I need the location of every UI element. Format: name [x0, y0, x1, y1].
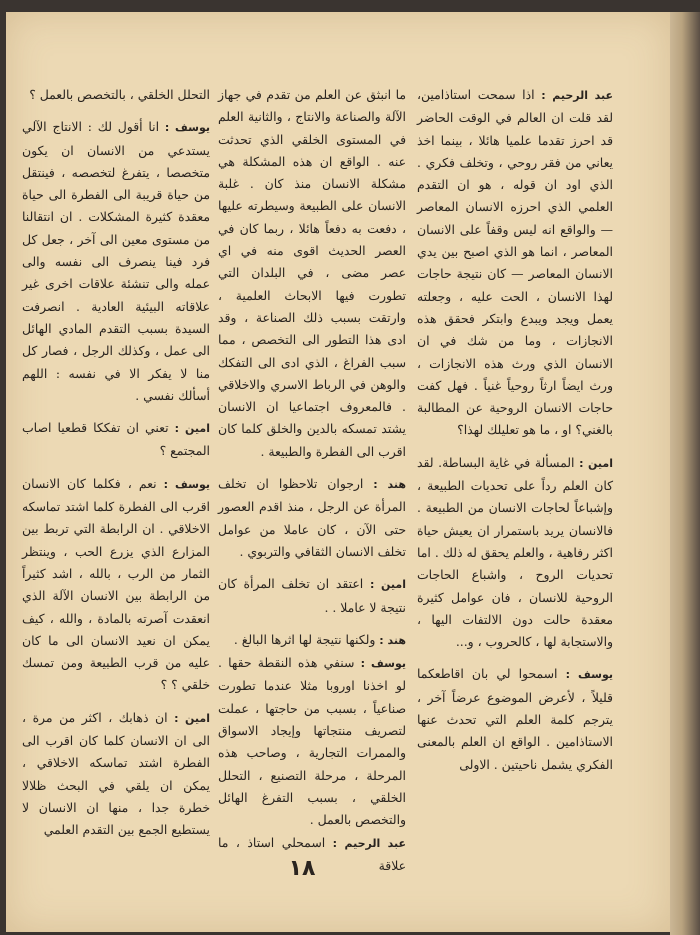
paragraph-text: ما انبثق عن العلم من تقدم في جهاز الآلة والصناعة والانتاج ، والثانية العلم في المستوى الخلقي الذي تحدثت عنه . الواقع ان هذه المشكلة هي مشكلة الانسان منذ كان . غلبة الانسان على الطبيعة وسيطرته عليها ، دفعت به دفعاً هائلا ، ربما كان في العصر الحديث اقوى منه في اي عصر مضى ، في البلدان التي تطورت فيها الابحاث العلمية ، وارتقت بسبب ذلك الصناعة ، وقد ادى هذا التطور الى التخصص ، مما سبب الفراغ ، الذي ادى الى التفكك والوهن في الرباط الاسري والاخلاقي . فالمعروف اجتماعيا ان الانسان يشتد تمسكه بالدين والخلق كلما كان اقرب الى الفطرة والطبيعة . — [218, 87, 406, 459]
speaker-label: يوسف : — [360, 657, 406, 671]
paragraph — [22, 116, 210, 407]
speaker-label: يوسف : — [565, 668, 613, 682]
speaker-label: عبد الرحيم : — [541, 89, 613, 102]
paragraph — [218, 652, 406, 831]
paragraph — [417, 663, 613, 775]
paragraph-text: ولكنها نتيجة لها اثرها البالغ . — [233, 631, 376, 647]
paragraph — [218, 473, 406, 563]
page-number: ١٨ — [288, 856, 316, 881]
paragraph — [22, 84, 210, 106]
paragraph — [218, 573, 406, 619]
paragraph — [417, 452, 613, 654]
paragraph — [417, 84, 613, 442]
speaker-label: امين : — [579, 456, 613, 470]
paragraph-text: تعني ان تفككا قطعيا اصاب المجتمع ؟ — [22, 420, 210, 459]
paragraph-text: ارجوان تلاحظوا ان تخلف المرأة عن الرجل ، منذ اقدم العصور حتى الآن ، كان عاملا من عوامل تخلف الانسان الثقافي والتربوي . — [218, 476, 406, 559]
paragraph-text: اسمحلي استاذ ، ما علاقة — [218, 834, 406, 873]
speaker-label: امين : — [174, 711, 210, 725]
paragraph-text: اسمحوا لي بان اقاطعكما قليلاً ، لأعرض الموضوع عرضاً آخر ، يترجم كلمة العلم التي تحدث عنها الاستاذامين . الواقع ان العلم بالمعنى الفكري يشمل ناحيتين . الاولى — [417, 666, 613, 772]
paragraph — [22, 417, 210, 463]
paragraph-text: اذا سمحت استاذامين، لقد قلت ان العالم في الوقت الحاضر قد احرز تقدما علميا هائلا ، بينما اخذ يعاني من فقر روحي ، وتخلف فكري . الذي اود ان قوله ، هو ان التقدم العلمي الذي احرزه الانسان المعاصر — والواقع انه ليس وقفاً على الانسان المعاصر ، انما هو الذي اصبح بين يدي الانسان المعاصر — كان نتيجة حاجات لهذا الانسان ، الحت عليه ، وجعلته يعمل ويجد ويبدع وابتكر فحقق هذه الانجازات ، وما من شك في ان الانسان الذي ورث هذه الانجازات ، ورث ايضاً ارثاً روحياً غنياً . فهل كفت حاجات الانسان الروحية عن المطالبة بالغني؟ او ، ما هو تعليلك لهذا؟ — [417, 87, 613, 438]
column-right — [417, 84, 613, 776]
speaker-label: عبد الرحيم : — [332, 836, 406, 850]
column-left — [22, 84, 210, 842]
paragraph-text: انا أقول لك : الانتاج الآلي يستدعي من الانسان ان يكون متخصصا ، يتفرغ لتخصصه ، فينتقل من حياة قريبة الى الفطرة الى حياة معقدة كثيرة المشكلات . ان انتقالنا من مستوى معين الى آخر ، جعل كل فرد فينا ينصرف الى نفسه والى عمله والى تنشئة علاقات اخرى غير علاقاته البيئية العادية . انصرفت السيدة بسبب التقدم المادي الهائل الى عمل ، وكذلك الرجل ، فصار كل منا لا يفكر الا في نفسه : اللهم أسألك نفسي . — [22, 119, 210, 403]
speaker-label: يوسف : — [163, 477, 210, 491]
paragraph-text: المسألة في غاية البساطة. لقد كان العلم رداً على تحديات الطبيعة ، وإشباعاً لحاجات الانسان من الطبيعة . فالانسان يريد باستمرار ان يعيش حياة اكثر رفاهية ، والعلم يحقق له ذلك . اما تحديات الروح ، واشباع الحاجات الروحية للانسان ، فان عوامل كثيرة معقدة حالت دون الالتفات اليها ، والاستجابة لها ، كالحروب ، و... — [417, 454, 613, 650]
speaker-label: هند : — [379, 633, 406, 647]
speaker-label: امين : — [369, 578, 406, 592]
paragraph-text: سنفي هذه النقطة حقها . لو اخذنا اوروبا مثلا عندما تطورت صناعياً ، بسبب من حاجتها ، عملت لتصريف منتجاتها وإيجاد الاسواق والممرات التجارية ، وصاحب هذه المرحلة ، مرحلة التصنيع ، التحلل الخلقي ، بسبب التفرغ الهائل والتخصص بالعمل . — [218, 655, 406, 828]
paragraph-text: ان ذهابك ، اكثر من مرة ، الى ان الانسان كلما كان اقرب الى الفطرة اشتد تماسكه الاخلاقي ، يمكن ان يلقي في البحث ظلالا خطرة جدا ، منها ان الانسان لا يستطيع الجمع بين التقدم العلمي — [22, 709, 210, 838]
paragraph — [218, 629, 406, 652]
column-middle — [218, 84, 406, 877]
paragraph-text: اعتقد ان تخلف المرأة كان نتيجة لا عاملا . . — [218, 576, 406, 615]
paragraph — [22, 707, 210, 842]
paragraph — [218, 84, 406, 463]
speaker-label: امين : — [174, 422, 210, 436]
speaker-label: يوسف : — [164, 121, 210, 135]
paragraph — [22, 473, 210, 697]
paragraph-text: التحلل الخلقي ، بالتخصص بالعمل ؟ — [29, 87, 210, 102]
paragraph-text: نعم ، فكلما كان الانسان اقرب الى الفطرة كلما اشتد تماسكه الاخلاقي . ان الرابطة التي تربط بين المزارع الذي يزرع الحب ، وينتظر الثمار من الرب ، بالله ، اشد كثيراً من الرابطة بين الانسان الآلة الذي انعقدت آصرته بالمادة ، والله ، كيف يمكن ان نعيد الانسان الى ما كان عليه من قرب الطبيعة ومن تمسك خلقي ؟ ؟ — [22, 475, 210, 693]
speaker-label: هند : — [373, 478, 406, 492]
page-edge — [670, 12, 700, 935]
